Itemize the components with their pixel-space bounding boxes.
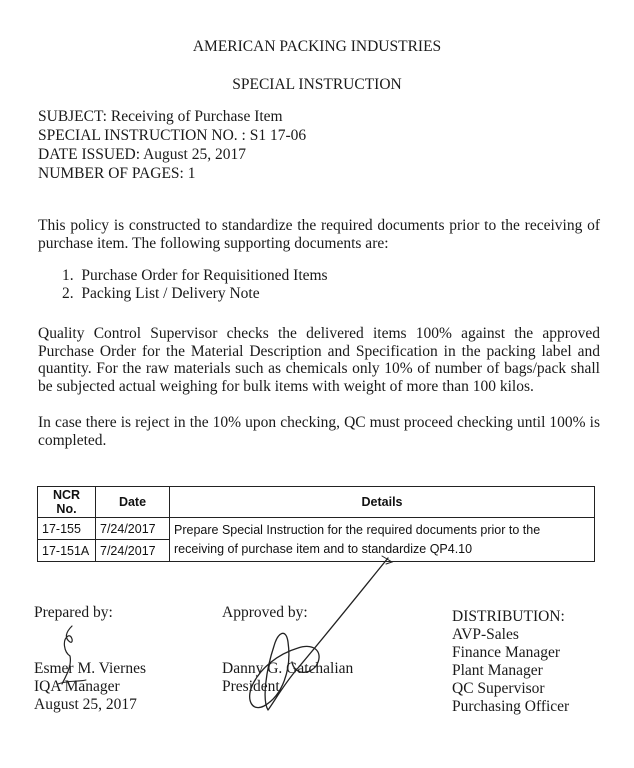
- ncr-no-cell: 17-151A: [38, 540, 96, 562]
- ncr-no-header: NCR No.: [38, 487, 96, 518]
- distribution-item: Finance Manager: [452, 644, 561, 661]
- list-item: [62, 267, 328, 285]
- distribution-block: [452, 608, 569, 716]
- approved-by-title: President: [222, 678, 280, 695]
- prepared-by-title: IQA Manager: [34, 678, 120, 695]
- distribution-item: Plant Manager: [452, 662, 543, 679]
- approved-by-label: Approved by:: [222, 604, 308, 621]
- document-list: [62, 267, 328, 303]
- date-header: Date: [96, 487, 170, 518]
- subject-line: SUBJECT: Receiving of Purchase Item: [38, 108, 283, 125]
- prepared-by-name: Esmer M. Viernes: [34, 660, 146, 677]
- list-number: 1.: [62, 267, 74, 284]
- prepared-by-block: [34, 660, 146, 714]
- details-cell: [170, 518, 595, 562]
- prepared-by-date: August 25, 2017: [34, 696, 137, 713]
- approved-by-name: Danny G. Gatchalian: [222, 660, 354, 677]
- list-number: 2.: [62, 285, 74, 302]
- ncr-no-cell: 17-155: [38, 518, 96, 540]
- date-cell: 7/24/2017: [96, 518, 170, 540]
- distribution-item: AVP-Sales: [452, 626, 519, 643]
- distribution-item: Purchasing Officer: [452, 698, 570, 715]
- details-header: Details: [170, 487, 595, 518]
- si-number-line: SPECIAL INSTRUCTION NO. : S1 17-06: [38, 127, 307, 144]
- ncr-table: [37, 486, 595, 562]
- date-issued-line: DATE ISSUED: August 25, 2017: [38, 146, 246, 163]
- details-line-2: receiving of purchase item and to standardize QP4.10: [174, 542, 473, 556]
- header-block: [38, 107, 306, 183]
- approved-by-block: [222, 660, 353, 696]
- document-title: SPECIAL INSTRUCTION: [232, 76, 402, 93]
- qc-paragraph: Quality Control Supervisor checks the delivered items 100% against the approved Purchase Order for the Material Description and Specification in the packing label and quantity. For the raw materials such as chemicals only 10% of number of bags/pack shall be subjected actual weighing for bulk items with weight of more than 100 kilos.: [38, 325, 600, 395]
- date-cell: 7/24/2017: [96, 540, 170, 562]
- list-text: Packing List / Delivery Note: [81, 285, 260, 302]
- distribution-label: DISTRIBUTION:: [452, 608, 565, 625]
- table-header-row: [38, 487, 595, 518]
- table-row: [38, 518, 595, 540]
- list-text: Purchase Order for Requisitioned Items: [81, 267, 328, 284]
- prepared-by-label: Prepared by:: [34, 604, 113, 621]
- list-item: [62, 285, 328, 303]
- company-name: AMERICAN PACKING INDUSTRIES: [192, 38, 442, 55]
- distribution-item: QC Supervisor: [452, 680, 545, 697]
- page-count-line: NUMBER OF PAGES: 1: [38, 165, 196, 182]
- intro-paragraph: This policy is constructed to standardize the required documents prior to the receiving of purchase item. The following supporting documents are:: [38, 217, 600, 252]
- details-line-1: Prepare Special Instruction for the required documents prior to the: [174, 523, 541, 537]
- reject-paragraph: In case there is reject in the 10% upon checking, QC must proceed checking until 100% is completed.: [38, 414, 600, 449]
